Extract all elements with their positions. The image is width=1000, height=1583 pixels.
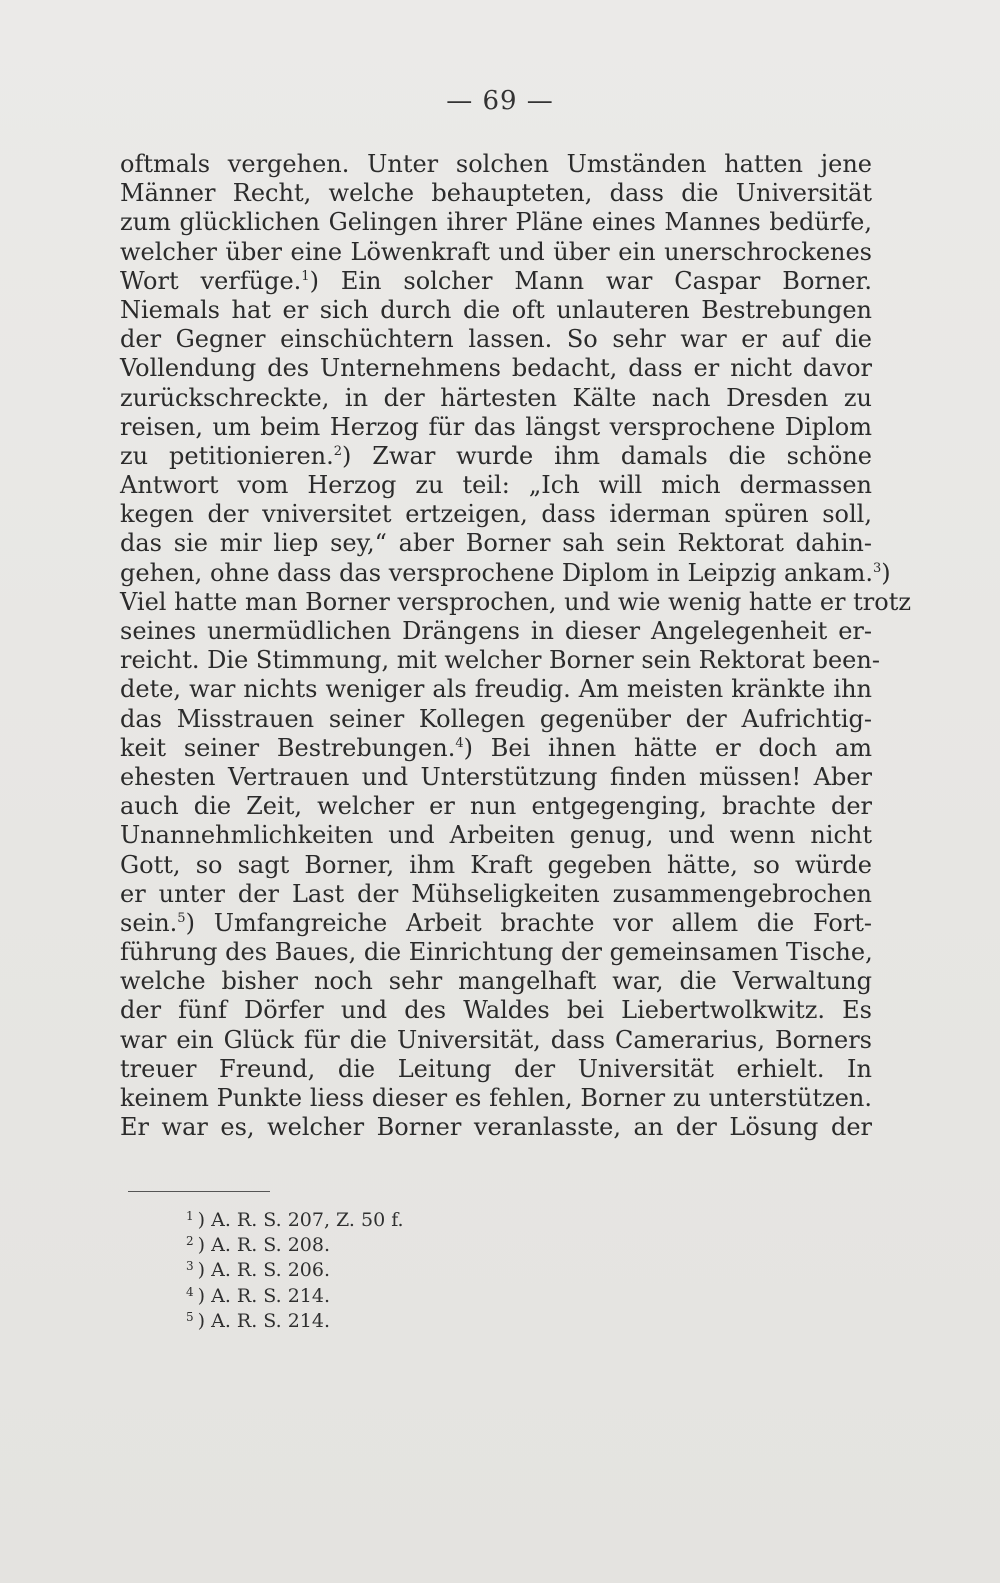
footnote-number: 1 [186, 1209, 194, 1223]
text-run: ehesten Vertrauen und Unterstützung finden müssen! Aber [120, 762, 872, 791]
text-line [120, 354, 872, 383]
text-line [120, 821, 872, 850]
footnote-marker: 2 [333, 443, 343, 459]
text-line [120, 208, 872, 237]
text-line [120, 938, 872, 967]
text-run: sein. [120, 908, 178, 937]
footnote [186, 1309, 686, 1334]
text-run: Viel hatte man Borner versprochen, und wie wenig hatte er trotz [120, 587, 911, 616]
text-run: zum glücklichen Gelingen ihrer Pläne eines Mannes bedürfe, [120, 208, 872, 237]
text-line [120, 705, 872, 734]
text-line [120, 150, 872, 179]
text-line [120, 500, 872, 529]
text-line [120, 675, 872, 704]
footnote-number: 5 [186, 1309, 194, 1324]
text-line [120, 1084, 872, 1113]
text-run: oftmals vergehen. Unter solchen Umständen hatten jene [120, 150, 872, 178]
text-line [120, 442, 872, 471]
text-line [120, 996, 872, 1025]
footnote-text: ) A. R. S. 214. [197, 1284, 331, 1307]
footnote [186, 1258, 686, 1283]
text-run: ) Ein solcher Mann war Caspar Borner. [309, 266, 872, 295]
footnote-number: 2 [186, 1234, 194, 1249]
text-run: Gott, so sagt Borner, ihm Kraft gegeben hätte, so würde [120, 850, 872, 879]
text-line [120, 734, 872, 763]
text-run: treuer Freund, die Leitung der Universität erhielt. In [120, 1054, 872, 1083]
text-run: war ein Glück für die Universität, dass Camerarius, Borners [120, 1025, 872, 1054]
text-run: auch die Zeit, welcher er nun entgegenging, brachte der [120, 792, 872, 821]
text-run: keinem Punkte liess dieser es fehlen, Borner zu unterstützen. [120, 1084, 872, 1112]
text-run: gehen, ohne dass das versprochene Diplom in Leipzig ankam. [120, 558, 873, 587]
text-line [120, 1113, 872, 1142]
text-line [120, 384, 872, 413]
footnote-marker: 3 [872, 560, 882, 576]
footnote-marker: 1 [301, 268, 310, 284]
text-run: ) [881, 558, 891, 587]
text-line [120, 792, 872, 821]
text-run: der fünf Dörfer und des Waldes bei Liebertwolkwitz. Es [120, 996, 872, 1025]
text-run: Er war es, welcher Borner veranlasste, an der Lösung der [120, 1113, 872, 1142]
text-run: kegen der vniversitet ertzeigen, dass iderman spüren soll, [120, 500, 872, 529]
text-run: Niemals hat er sich durch die oft unlauteren Bestrebungen [120, 295, 872, 324]
footnote [186, 1284, 686, 1309]
footnote-text: ) A. R. S. 214. [197, 1309, 331, 1332]
footnote-text: ) A. R. S. 207, Z. 50 f. [197, 1209, 404, 1231]
text-run: Antwort vom Herzog zu teil: „Ich will mich dermassen [120, 471, 872, 500]
text-run: Vollendung des Unternehmens bedacht, dass er nicht davor [120, 354, 872, 383]
text-line [120, 617, 872, 646]
footnote-marker: 4 [455, 735, 464, 751]
footnote-text: ) A. R. S. 208. [197, 1234, 331, 1257]
text-run: welcher über eine Löwenkraft und über ein unerschrockenes [120, 237, 872, 266]
text-run: Männer Recht, welche behaupteten, dass die Universität [120, 179, 872, 208]
footnote-text: ) A. R. S. 206. [197, 1259, 331, 1282]
text-run: ) Zwar wurde ihm damals die schöne [342, 441, 872, 470]
text-run: welche bisher noch sehr mangelhaft war, die Verwaltung [120, 967, 872, 996]
text-run: ) Umfangreiche Arbeit brachte vor allem die Fort- [185, 908, 872, 937]
text-run: Wort verfüge. [120, 266, 302, 295]
text-line [120, 179, 872, 208]
text-run: reicht. Die Stimmung, mit welcher Borner sein Rektorat been- [120, 646, 880, 675]
text-run: Unannehmlichkeiten und Arbeiten genug, und wenn nicht [120, 821, 872, 850]
text-run: das Misstrauen seiner Kollegen gegenüber der Aufrichtig- [120, 704, 872, 733]
text-line [120, 587, 911, 617]
text-run: reisen, um beim Herzog für das längst versprochene Diplom [120, 412, 872, 441]
text-run: seines unermüdlichen Drängens in dieser Angelegenheit er- [120, 617, 872, 645]
page-number: — 69 — [446, 86, 554, 116]
text-line [120, 267, 872, 296]
text-run: ) Bei ihnen hätte er doch am [463, 733, 872, 762]
text-line [120, 763, 872, 792]
text-line [120, 238, 872, 267]
text-line [120, 909, 872, 938]
footnote-number: 3 [186, 1259, 194, 1274]
text-line [120, 1026, 872, 1055]
footnote [186, 1208, 686, 1233]
text-line [120, 296, 872, 325]
text-line [120, 558, 891, 588]
text-run: er unter der Last der Mühseligkeiten zusammengebrochen [120, 879, 872, 908]
text-run: der Gegner einschüchtern lassen. So sehr war er auf die [120, 325, 872, 354]
text-line [120, 471, 872, 500]
footnote-marker: 5 [177, 910, 186, 926]
text-run: das sie mir liep sey,“ aber Borner sah sein Rektorat dahin- [120, 529, 872, 558]
text-line [120, 325, 872, 354]
body-text [120, 150, 911, 1142]
text-line [120, 1055, 872, 1084]
text-run: führung des Baues, die Einrichtung der gemeinsamen Tische, [120, 938, 873, 967]
text-run: zurückschreckte, in der härtesten Kälte nach Dresden zu [120, 383, 872, 412]
text-line [120, 413, 872, 442]
text-line [120, 646, 880, 675]
text-run: zu petitionieren. [120, 441, 334, 470]
footnote-number: 4 [186, 1284, 194, 1299]
footnotes [186, 1208, 686, 1334]
text-run: dete, war nichts weniger als freudig. Am meisten kränkte ihn [120, 675, 872, 704]
text-run: keit seiner Bestrebungen. [120, 733, 456, 762]
text-line [120, 880, 872, 909]
footnote-separator [128, 1191, 270, 1192]
text-line [120, 851, 872, 880]
text-line [120, 967, 872, 996]
text-line [120, 529, 872, 558]
footnote [186, 1233, 686, 1258]
